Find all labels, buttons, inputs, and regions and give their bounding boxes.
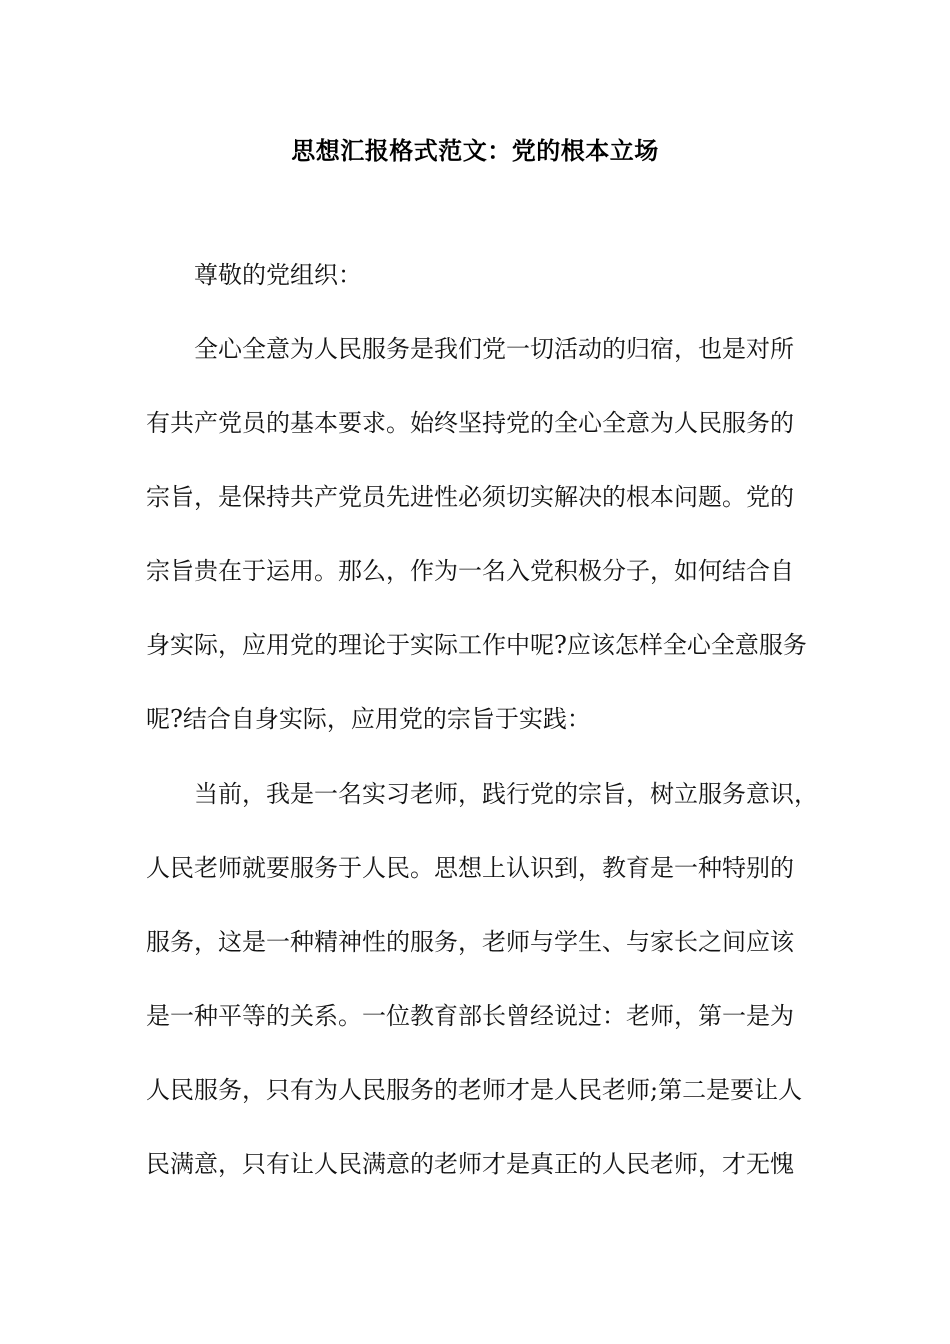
body-line: 身实际，应用党的理论于实际工作中呢?应该怎样全心全意服务 <box>146 631 807 659</box>
body-line: 服务，这是一种精神性的服务，老师与学生、与家长之间应该 <box>146 928 794 956</box>
body-line: 民满意，只有让人民满意的老师才是真正的人民老师，才无愧 <box>146 1150 794 1178</box>
document-title: 思想汇报格式范文：党的根本立场 <box>291 136 659 165</box>
body-line: 当前，我是一名实习老师，践行党的宗旨，树立服务意识， <box>194 780 818 808</box>
body-line: 宗旨贵在于运用。那么，作为一名入党积极分子，如何结合自 <box>146 557 794 585</box>
document-body <box>146 0 818 1344</box>
body-line: 呢?结合自身实际，应用党的宗旨于实践： <box>146 705 591 733</box>
body-line: 人民服务，只有为人民服务的老师才是人民老师;第二是要让人 <box>146 1076 803 1104</box>
body-line: 人民老师就要服务于人民。思想上认识到，教育是一种特别的 <box>146 854 794 882</box>
body-line: 有共产党员的基本要求。始终坚持党的全心全意为人民服务的 <box>146 409 794 437</box>
salutation: 尊敬的党组织： <box>194 261 362 289</box>
body-line: 宗旨，是保持共产党员先进性必须切实解决的根本问题。党的 <box>146 483 794 511</box>
body-line: 全心全意为人民服务是我们党一切活动的归宿，也是对所 <box>194 335 794 363</box>
body-line: 是一种平等的关系。一位教育部长曾经说过：老师，第一是为 <box>146 1002 794 1030</box>
